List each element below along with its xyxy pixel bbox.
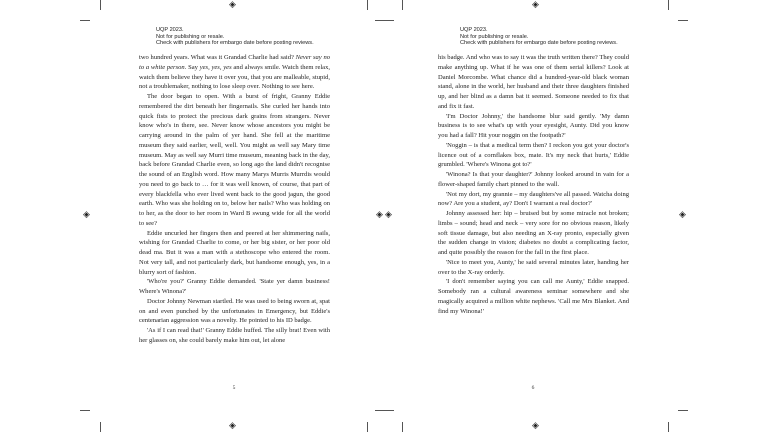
crop-mark xyxy=(100,422,101,432)
watermark-line: Check with publishers for embargo date before posting reviews. xyxy=(156,40,314,47)
crop-mark xyxy=(668,0,669,10)
registration-mark-icon: ◈ xyxy=(229,0,236,10)
right-page xyxy=(384,0,768,432)
paragraph: 'I don't remember saying you can call me Aunty,' Eddie snapped. Somebody ran a cultural awareness seminar somewhere and she magically acquired a million white nephews. 'Call me Mrs Blanket. And find my Winona!' xyxy=(438,278,629,315)
body-text xyxy=(438,53,629,316)
paragraph: Doctor Johnny Newman startled. He was used to being sworn at, spat on and even punched by the unfortunates in Emergency, but Eddie's centenarian aggression was a novelty. He pointed to his ID badge. xyxy=(139,297,330,325)
crop-mark xyxy=(367,422,368,432)
paragraph: Johnny assessed her: hip – bruised but by some miracle not broken; limbs – sound; head and neck – very sore for no obvious reason, likely soft tissue damage, but also needing an X-ray pronto, especially given the sudden change in vision; diabetes no doubt a complicating factor, and quite possibly the reason for the fall in the first place. xyxy=(438,210,629,256)
crop-mark xyxy=(384,410,394,411)
paragraph: 'Noggin – is that a medical term then? I reckon you got your doctor's licence out of a cornflakes box, mate. It's my neck that hurts,' Eddie grumbled. 'Where's Winona got to?' xyxy=(438,141,629,169)
crop-mark xyxy=(367,0,368,10)
registration-mark-icon: ◈ xyxy=(385,210,392,220)
watermark-line: Not for publishing or resale. xyxy=(460,33,529,40)
registration-mark-icon: ◈ xyxy=(679,210,686,220)
crop-mark xyxy=(678,20,688,21)
paragraph: 'Winona? Is that your daughter?' Johnny looked around in vain for a flower-shaped family chart pinned to the wall. xyxy=(438,171,629,188)
watermark-line: UQP 2023. xyxy=(460,27,488,33)
crop-mark xyxy=(384,20,394,21)
crop-mark xyxy=(402,422,403,432)
crop-mark xyxy=(100,0,101,10)
paragraph: Eddie uncurled her fingers then and peered at her shimmering nails, wishing for Grandad Charlie to come, or her big sister, or her poor old dead ma. But it was a man with a stethoscope who entered the room. Not very tall, and not particularly dark, but handsome enough, yes, in a blurry sort of fashion. xyxy=(139,229,330,276)
paragraph: 'Not my dort, my grannie – my daughters've all passed. Watcha doing now? Are you a student, ay? Don't I warrant a real doctor?' xyxy=(438,190,629,208)
registration-mark-icon: ◈ xyxy=(83,210,90,220)
registration-mark-icon: ◈ xyxy=(376,210,383,220)
watermark-line: UQP 2023. xyxy=(156,27,184,33)
paragraph: 'I'm Doctor Johnny,' the handsome blur said gently. 'My damn business is to see what's up with your eyesight, Aunty. Did you know you had a fall? Hit your noggin on the footpath?' xyxy=(438,112,629,139)
registration-mark-icon: ◈ xyxy=(229,421,236,431)
paragraph: his badge. And who was to say it was the truth written there? They could make anything up. What if he was one of them serial killers? Look at Daniel Morcombe. What chance did a hundred-year-old black woman stand, alone in the world, her husband and their three daughters finished up, and her blind as a damn bat it seemed. Someone needed to fix that and fix it fast. xyxy=(438,54,629,110)
crop-mark xyxy=(80,20,90,21)
page-number: 6 xyxy=(531,385,535,391)
crop-mark xyxy=(80,410,90,411)
paragraph: 'Who're you?' Granny Eddie demanded. 'State yer damn business! Where's Winona?' xyxy=(139,278,330,295)
watermark-line: Check with publishers for embargo date before posting reviews. xyxy=(460,40,618,47)
paragraph: The door began to open. With a burst of fright, Granny Eddie remembered the dirt beneath her fingernails. She curled her hands into quick fists to protect the precious dark grains from strangers. Never know who's in there, see. Never know whose ancestors you might be carrying around in the palm of yer hand. She fell at the maritime museum they said earlier, well, well. You might as well say Mary time museum. May as well say Murri time museum, meaning back in the day, back before Grandad Charlie even, so long ago the land didn't recognise the sound of an English word. How many Marys Murris Murrdis would you need to go back to … for it was well known, of course, that part of every blackfella who ever lived went back to the good jagun, the good earth. Who was she holding on to, below her nails? Who was holding on to her, as the door to her room in Ward B swung wide for all the world to see? xyxy=(139,93,330,227)
body-text xyxy=(139,53,330,346)
paragraph: two hundred years. What was it Grandad Charlie had said? Never say no to a white person. Say yes, yes, yes and always smile. Watch them relax, watch them believe they have it over you, that you are malleable, stupid, not a troublemaker, nothing to lose sleep over. Nothing to see here. xyxy=(139,54,330,91)
embargo-watermark xyxy=(156,27,314,47)
crop-mark xyxy=(678,410,688,411)
paragraph: 'Nice to meet you, Aunty,' he said several minutes later, handing her over to the X-ray orderly. xyxy=(438,258,629,276)
crop-mark xyxy=(668,422,669,432)
registration-mark-icon: ◈ xyxy=(532,0,539,10)
page-number: 5 xyxy=(232,385,236,391)
paragraph: 'As if I can read that!' Granny Eddie huffed. The silly brat! Even with her glasses on, she could barely make him out, let alone xyxy=(139,327,330,344)
embargo-watermark xyxy=(460,27,618,47)
registration-mark-icon: ◈ xyxy=(532,421,539,431)
watermark-line: Not for publishing or resale. xyxy=(156,33,225,40)
crop-mark xyxy=(402,0,403,10)
